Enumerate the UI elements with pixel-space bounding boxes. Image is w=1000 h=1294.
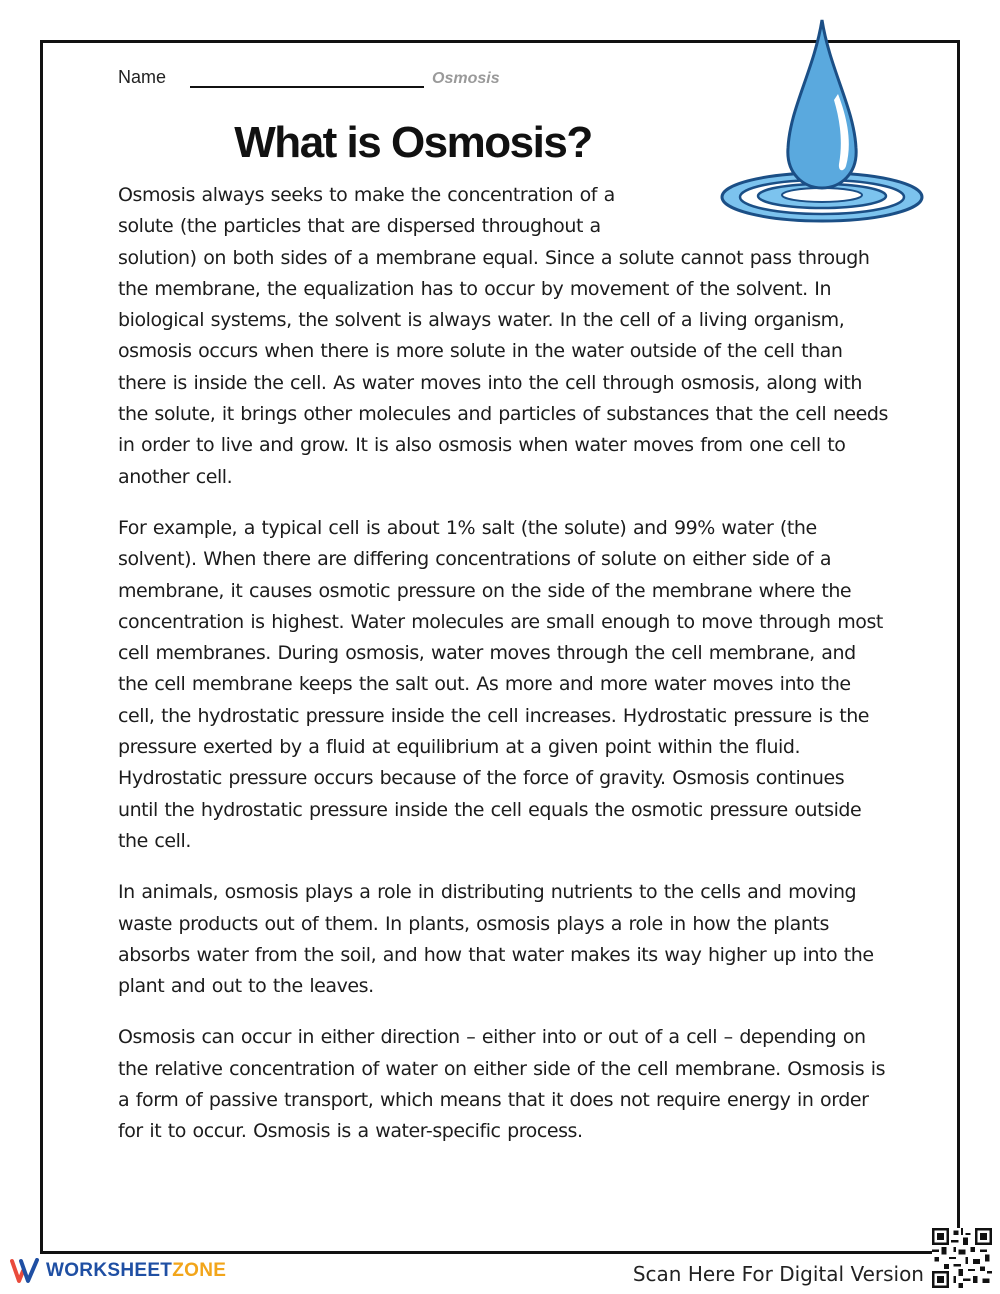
article-body: [118, 180, 888, 1168]
name-row: [118, 62, 500, 88]
qr-code-icon[interactable]: [932, 1228, 992, 1288]
name-field-line[interactable]: [190, 62, 424, 88]
name-label: Name: [118, 67, 167, 87]
paragraph-4: Osmosis can occur in either direction – either into or out of a cell – depending on the relative concentration of water on either side of the cell membrane. Osmosis is a form of passive transport, which means that it does not require energy in order for it to occur. Osmosis is a water-specific process.: [118, 1026, 886, 1143]
scan-caption: Scan Here For Digital Version: [632, 1262, 924, 1286]
paragraph-1: Osmosis always seeks to make the concentration of a solute (the particles that are dispersed throughout a solution) on both sides of a membrane equal. Since a solute cannot pass through the membrane, the equalization has to occur by movement of the solvent. In biological systems, the solvent is always water. In the cell of a living organism, osmosis occurs when there is more solute in the water outside of the cell than there is inside the cell. As water moves into the cell through osmosis, along with the solute, it brings other molecules and particles of substances that the cell needs in order to live and grow. It is also osmosis when water moves from one cell to another cell.: [118, 184, 888, 488]
paragraph-3: In animals, osmosis plays a role in distributing nutrients to the cells and moving waste products out of them. In plants, osmosis plays a role in how the plants absorbs water from the soil, and how that water makes its way higher up into the plant and out to the leaves.: [118, 881, 874, 998]
topic-tag: Osmosis: [432, 70, 500, 87]
illustration-spacer: [648, 180, 888, 240]
page-title: What is Osmosis?: [234, 118, 592, 167]
worksheetzone-logo-icon: [10, 1258, 40, 1284]
brand-main: WORKSHEET: [46, 1260, 173, 1281]
paragraph-2: For example, a typical cell is about 1% salt (the solute) and 99% water (the solvent). When there are differing concentrations of solute on either side of a membrane, it causes osmotic pressure on the side of the membrane where the concentration is highest. Water molecules are small enough to move through most cell membranes. During osmosis, water moves through the cell membrane, and the cell membrane keeps the salt out. As more and more water moves into the cell, the hydrostatic pressure inside the cell increases. Hydrostatic pressure is the pressure exerted by a fluid at equilibrium at a given point within the fluid. Hydrostatic pressure occurs because of the force of gravity. Osmosis continues until the hydrostatic pressure inside the cell equals the osmotic pressure outside the cell.: [118, 516, 883, 852]
brand-name: [46, 1260, 226, 1282]
brand-logo[interactable]: [10, 1258, 226, 1284]
brand-accent: ZONE: [172, 1260, 227, 1281]
